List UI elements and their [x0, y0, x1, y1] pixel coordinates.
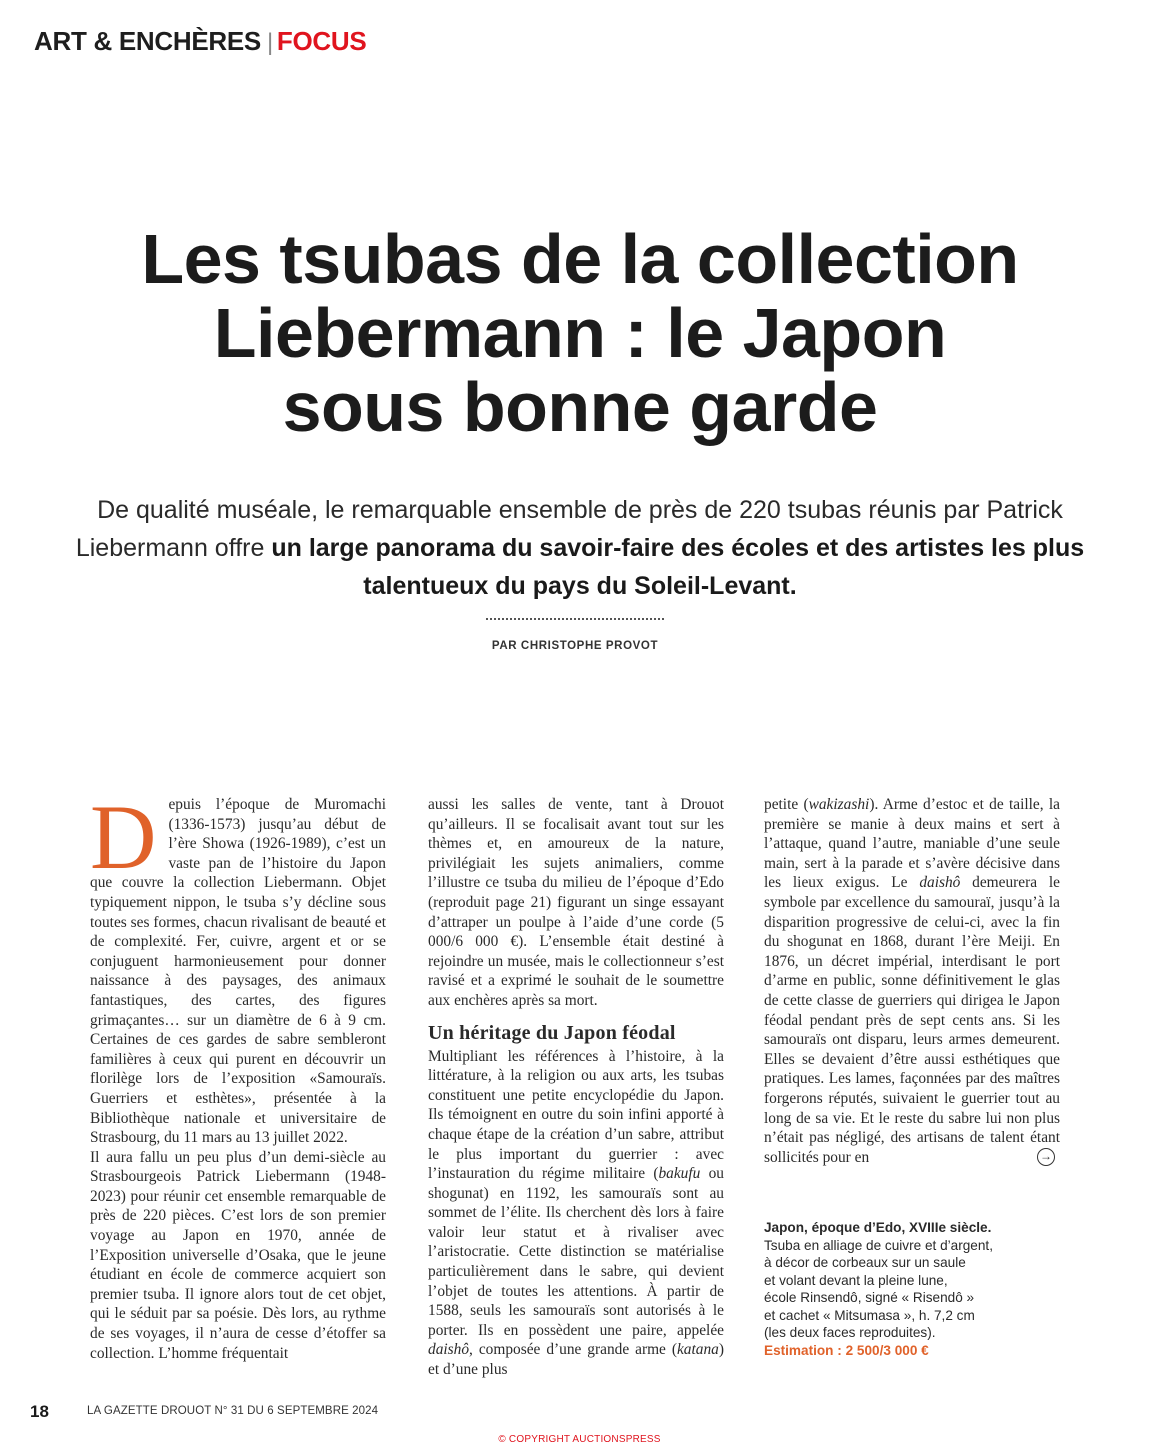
paragraph-text: ). Arme d’estoc et de taille, la première se manie à deux mains et sert à l’attaque, quand l’autre, maniable d’une seule main, sert à la parade et s’avère décisive dans les lieux exigus. Le [764, 796, 1060, 892]
section-name: ART & ENCHÈRES [34, 26, 261, 56]
caption-body: Tsuba en alliage de cuivre et d’argent, à décor de corbeaux sur un saule et volant devant la pleine lune, école Rinsendô, signé « Risendô » et cachet « Mitsumasa », h. 7,2 cm (les deux faces reproduites). [764, 1237, 993, 1340]
italic-term: bakufu [658, 1165, 701, 1183]
dotted-divider [486, 608, 664, 620]
focus-label: FOCUS [276, 26, 367, 56]
rubric-separator: | [266, 29, 273, 56]
arrow-right-circle-icon: → [1037, 1148, 1055, 1166]
paragraph-text: , composée d’une grande arme ( [469, 1341, 677, 1359]
paragraph-text: petite ( [764, 796, 809, 813]
article-headline [60, 222, 1100, 444]
copyright-notice: © COPYRIGHT AUCTIONSPRESS [498, 1434, 661, 1445]
paragraph: Il aura fallu un peu plus d’un demi-siècle au Strasbourgeois Patrick Liebermann (1948-2023) pour réunir cet ensemble remarquable de près de 220 pièces. C’est lors de son premier voyage au Japon en 1970, année de l’Exposition universelle d’Osaka, que le jeune étudiant en école de commerce acquiert son premier tsuba. Il ignore alors tout de cet objet, qui le séduit par sa poésie. Dès lors, au rythme de ses voyages, il n’aura de cesse d’étoffer sa collection. L’homme fréquentait [90, 1148, 386, 1362]
italic-term: wakizashi [808, 796, 870, 813]
section-rubric [34, 26, 366, 57]
paragraph-text: epuis l’époque de Muromachi (1336-1573) jusqu’au début de l’ère Showa (1926-1989), c’est un vaste pan de l’histoire du Japon que couvre la collection Liebermann. Objet typiquement nippon, le tsuba s’y décline sous toutes ses formes, chacun rivalisant de beauté et de complexité. Fer, cuivre, argent et or se conjuguent harmonieusement pour donner naissance à des paysages, des animaux fantastiques, des cartes, des figures grimaçantes… sur un diamètre de 6 à 9 cm. Certaines de ces gardes de sabre sembleront familières à ceux qui purent en découvrir un florilège lors de l’exposition «Samouraïs. Guerriers et esthètes», présentée à la Bibliothèque nationale et universitaire de Strasbourg, du 11 mars au 13 juillet 2022. [90, 796, 386, 1147]
caption-estimate: Estimation : 2 500/3 000 € [764, 1342, 929, 1358]
paragraph-text: Multipliant les références à l’histoire, à la littérature, à la religion ou aux arts, les tsubas constituent une petite encyclopédie du Japon. Ils témoignent en outre du soin infini apporté à chaque étape de la création d’un sabre, attribut le plus important du guerrier : avec l’instauration du régime militaire ( [428, 1047, 724, 1183]
lede-plain: De qualité muséale, le remarquable ensemble de près de 220 tsubas réunis par Patrick Liebermann offre [75, 496, 1063, 562]
paragraph [90, 786, 386, 1148]
paragraph [764, 795, 1060, 1167]
image-caption [764, 1219, 1064, 1359]
italic-term: daishô [428, 1341, 470, 1359]
paragraph [428, 1047, 724, 1380]
article-column-2 [428, 795, 724, 1380]
italic-term: daishô [919, 874, 961, 892]
headline-line: sous bonne garde [282, 368, 878, 446]
subheading: Un héritage du Japon féodal [428, 1021, 676, 1044]
paragraph-text: ) et d’une plus [428, 1341, 724, 1379]
headline-line: Les tsubas de la collection [141, 220, 1019, 298]
paragraph: aussi les salles de vente, tant à Drouot qu’ailleurs. Il se focalisait avant tout sur les thèmes et, en amoureux de la nature, privilégiait les sujets animaliers, comme l’illustre ce tsuba du milieu de l’époque d’Edo (reproduit page 21) figurant un singe essayant d’attraper un poulpe à l’aide d’une corde (5 000/6 000 €). L’ensemble était destiné à rejoindre un musée, mais le collectionneur s’est ravisé et a exprimé le souhait de le soumettre aux enchères après sa mort. [428, 796, 724, 1009]
paragraph-text: ou shogunat) en 1192, les samouraïs sont au sommet de l’élite. Ils cherchent dès lors à faire valoir leur statut et à rivaliser avec l’aristocratie. Cette distinction se matérialise particulièrement dans le sabre, qui devient l’objet de toutes les attentions. À partir de 1588, seuls les samouraïs sont autorisés à le porter. Ils en possèdent une paire, appelée [428, 1165, 724, 1339]
headline-line: Liebermann : le Japon [213, 294, 947, 372]
article-column-1 [90, 786, 386, 1363]
italic-term: katana [676, 1341, 719, 1359]
dropcap: D [90, 786, 157, 888]
lede-bold: un large panorama du savoir-faire des écoles et des artistes les plus talentueux du pays du Soleil-Levant. [271, 534, 1085, 600]
page-number: 18 [30, 1402, 49, 1421]
publication-line: LA GAZETTE DROUOT N° 31 DU 6 SEPTEMBRE 2024 [87, 1405, 379, 1417]
byline: PAR CHRISTOPHE PROVOT [491, 640, 659, 652]
paragraph-text: demeurera le symbole par excellence du samouraï, jusqu’à la disparition progressive de celui-ci, avec la fin du shogunat en 1868, durant l’ère Meiji. En 1876, un décret impérial, interdisant le port d’arme en public, sonne définitivement le glas de cette classe de guerriers qui dirigea le Japon féodal pendant près de sept cents ans. Si les samouraïs ont disparu, leurs armes demeurent. Elles se devaient d’être aussi esthétiques que pratiques. Les lames, façonnées par des maîtres forgerons réputés, suivaient le guerrier tout au long de sa vie. Et le reste du sabre lui non plus n’était pas négligé, des artisans de talent étant sollicités pour en [764, 874, 1060, 1166]
caption-title: Japon, époque d’Edo, XVIIIe siècle. [764, 1220, 992, 1235]
article-lede [70, 491, 1090, 605]
article-column-3 [764, 795, 1060, 1167]
